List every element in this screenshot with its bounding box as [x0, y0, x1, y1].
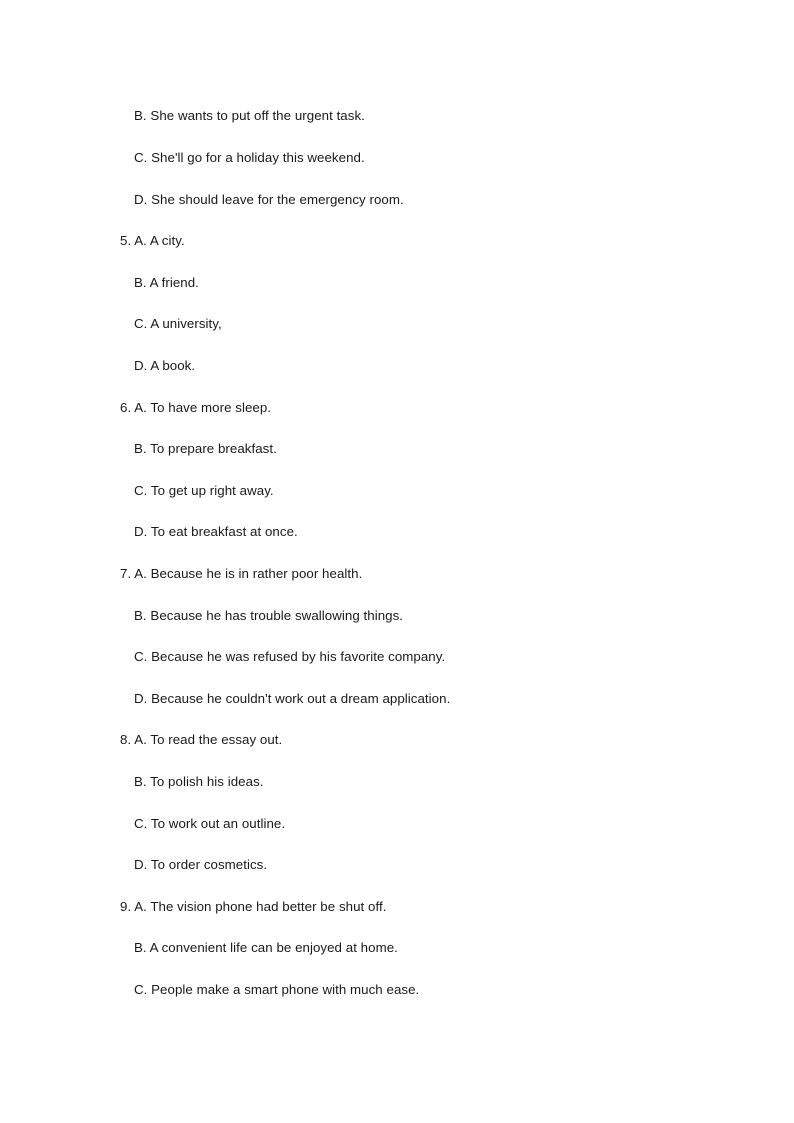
question-6-option-d: D. To eat breakfast at once.: [134, 524, 298, 539]
option-b: B. She wants to put off the urgent task.: [134, 108, 365, 123]
question-7-option-d: D. Because he couldn't work out a dream application.: [134, 691, 451, 706]
option-d: D. She should leave for the emergency room.: [134, 192, 404, 207]
question-5-option-a: 5. A. A city.: [120, 233, 185, 248]
question-5-option-c: C. A university,: [134, 316, 222, 331]
question-8-option-a: 8. A. To read the essay out.: [120, 732, 283, 747]
question-8-option-c: C. To work out an outline.: [134, 816, 286, 831]
question-9-option-b: B. A convenient life can be enjoyed at home.: [134, 940, 398, 955]
question-9-option-a: 9. A. The vision phone had better be shut off.: [120, 899, 387, 914]
question-5-option-b: B. A friend.: [134, 275, 199, 290]
question-9-option-c: C. People make a smart phone with much ease.: [134, 982, 420, 997]
question-6-option-a: 6. A. To have more sleep.: [120, 400, 272, 415]
question-7-option-b: B. Because he has trouble swallowing things.: [134, 608, 404, 623]
question-7-option-c: C. Because he was refused by his favorite company.: [134, 649, 446, 664]
question-8-option-b: B. To polish his ideas.: [134, 774, 264, 789]
option-c: C. She'll go for a holiday this weekend.: [134, 150, 365, 165]
question-7-option-a: 7. A. Because he is in rather poor health.: [120, 566, 363, 581]
question-8-option-d: D. To order cosmetics.: [134, 857, 268, 872]
question-6-option-c: C. To get up right away.: [134, 483, 274, 498]
question-6-option-b: B. To prepare breakfast.: [134, 441, 277, 456]
question-5-option-d: D. A book.: [134, 358, 196, 373]
